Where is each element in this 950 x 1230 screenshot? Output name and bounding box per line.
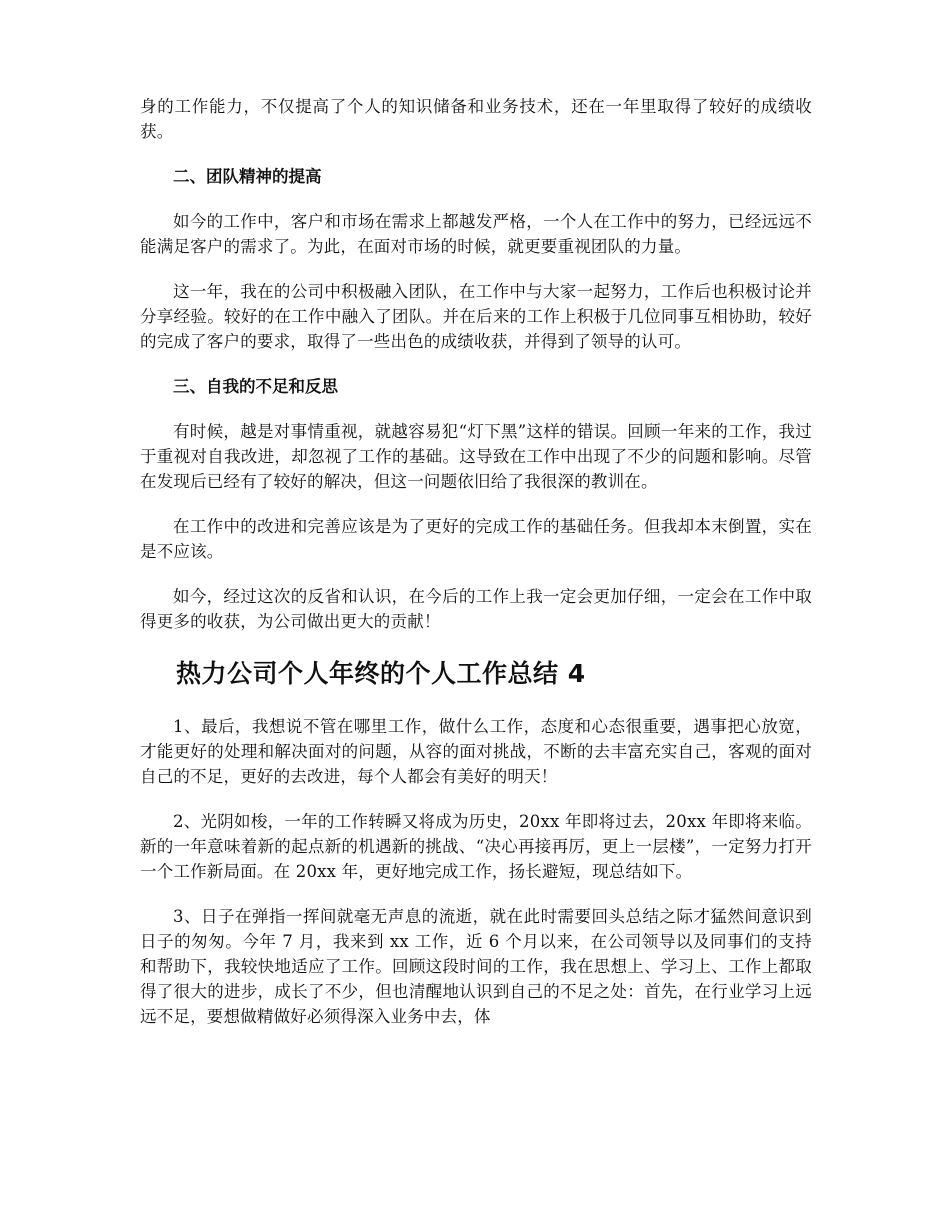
paragraph: 在工作中的改进和完善应该是为了更好的完成工作的基础任务。但我却本末倒置，实在是不应该。	[140, 517, 812, 561]
paragraph: 3、日子在弹指一挥间就毫无声息的流逝，就在此时需要回头总结之际才猛然间意识到日子的匆匆。今年 7 月，我来到 xx 工作，近 6 个月以来，在公司领导以及同事们的支持和帮助下，我较快地适应了工作。回顾这段时间的工作，我在思想上、学习上、工作上都取得了很大的进步，成长了不少，但也清醒地认识到自己的不足之处：首先，在行业学习上远远不足，要想做精做好必须得深入业务中去，体	[140, 907, 812, 1026]
section-heading-team-spirit: 二、团队精神的提高	[173, 167, 322, 186]
paragraph-continued: 身的工作能力，不仅提高了个人的知识储备和业务技术，还在一年里取得了较好的成绩收获。	[140, 97, 812, 141]
paragraph: 这一年，我在的公司中积极融入团队，在工作中与大家一起努力，工作后也积极讨论并分享经验。较好的在工作中融入了团队。并在后来的工作上积极于几位同事互相协助，较好的完成了客户的要求，取得了一些出色的成绩收获，并得到了领导的认可。	[140, 282, 812, 351]
paragraph: 如今的工作中，客户和市场在需求上都越发严格，一个人在工作中的努力，已经远远不能满足客户的需求了。为此，在面对市场的时候，就更要重视团队的力量。	[140, 212, 812, 256]
section-heading-self-reflection: 三、自我的不足和反思	[173, 377, 338, 396]
paragraph: 如今，经过这次的反省和认识，在今后的工作上我一定会更加仔细，一定会在工作中取得更多的收获，为公司做出更大的贡献！	[140, 587, 812, 631]
paragraph: 有时候，越是对事情重视，就越容易犯“灯下黑”这样的错误。回顾一年来的工作，我过于重视对自我改进，却忽视了工作的基础。这导致在工作中出现了不少的问题和影响。尽管在发现后已经有了较好的解决，但这一问题依旧给了我很深的教训在。	[140, 422, 812, 491]
document-page	[140, 94, 812, 1049]
article-title: 热力公司个人年终的个人工作总结 4	[176, 659, 586, 688]
paragraph: 1、最后，我想说不管在哪里工作，做什么工作，态度和心态很重要，遇事把心放宽，才能更好的处理和解决面对的问题，从容的面对挑战，不断的去丰富充实自己，客观的面对自己的不足，更好的去改进，每个人都会有美好的明天！	[140, 717, 812, 786]
paragraph: 2、光阴如梭，一年的工作转瞬又将成为历史，20xx 年即将过去，20xx 年即将来临。新的一年意味着新的起点新的机遇新的挑战、“决心再接再厉，更上一层楼”，一定努力打开一个工作新局面。在 20xx 年，更好地完成工作，扬长避短，现总结如下。	[140, 812, 812, 881]
